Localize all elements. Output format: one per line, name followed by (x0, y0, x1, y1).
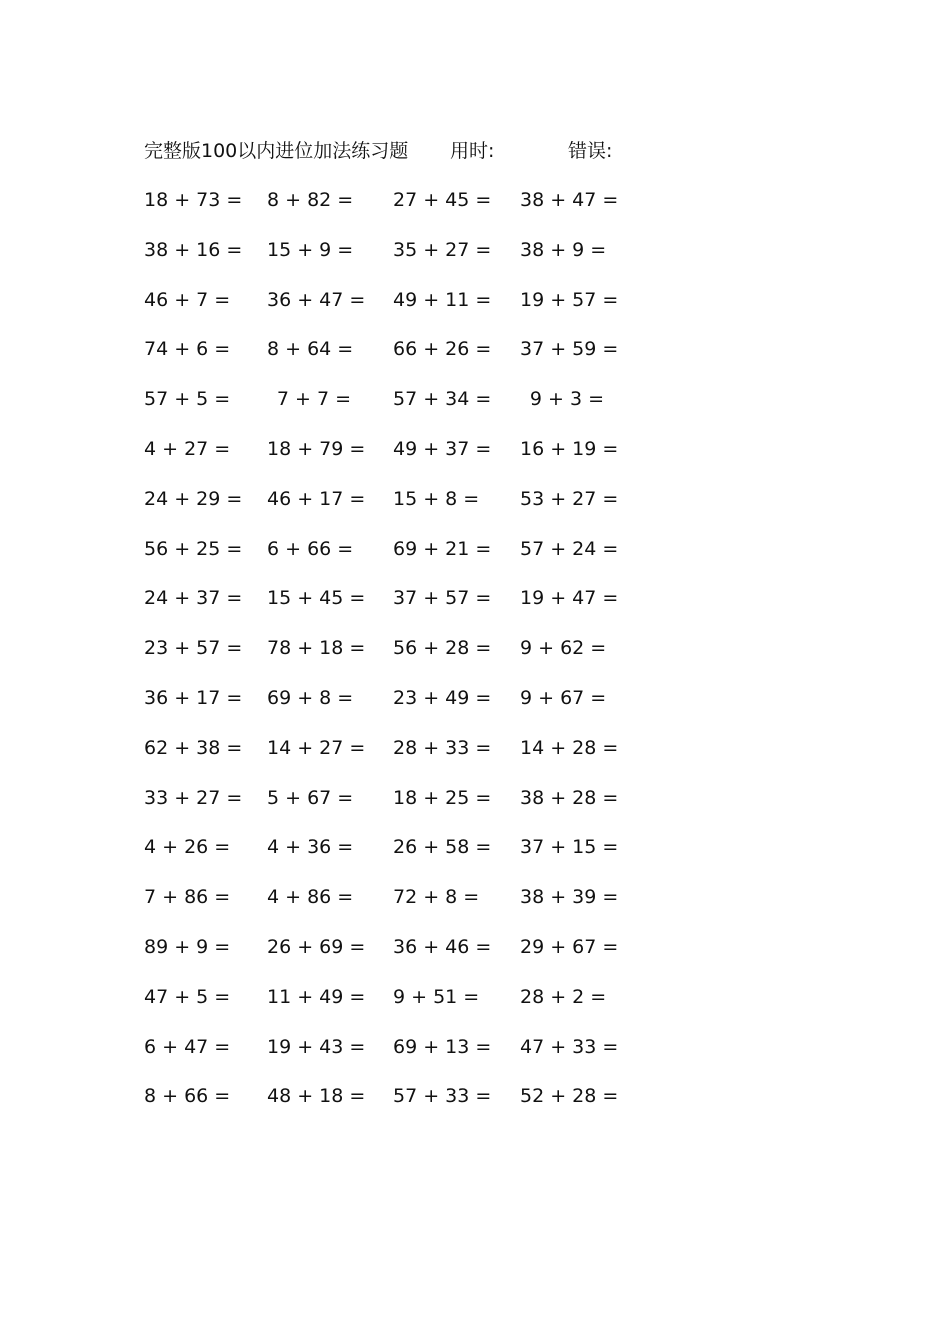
problem-item: 57 + 33 = (393, 1085, 492, 1108)
problem-item: 38 + 28 = (520, 786, 619, 809)
problem-row (0, 781, 950, 831)
problem-row (0, 681, 950, 731)
problem-item: 5 + 67 = (267, 786, 354, 809)
problem-item: 24 + 37 = (144, 587, 243, 610)
problem-row (0, 930, 950, 980)
problem-item: 36 + 46 = (393, 935, 492, 958)
problem-item: 46 + 7 = (144, 288, 231, 311)
problem-item: 27 + 45 = (393, 189, 492, 211)
problem-item: 8 + 64 = (267, 338, 354, 361)
problem-item: 11 + 49 = (267, 985, 366, 1008)
problem-row (0, 980, 950, 1030)
problem-item: 9 + 62 = (520, 637, 607, 660)
problem-item: 53 + 27 = (520, 487, 619, 510)
problem-item: 49 + 11 = (393, 288, 492, 311)
problem-item: 8 + 82 = (267, 189, 354, 211)
problem-item: 57 + 34 = (393, 388, 492, 411)
problem-row (0, 830, 950, 880)
problem-row (0, 382, 950, 432)
error-label: 错误: (568, 140, 613, 162)
problem-item: 4 + 86 = (267, 886, 354, 909)
problem-item: 26 + 69 = (267, 935, 366, 958)
problem-row (0, 1030, 950, 1080)
problem-item: 14 + 28 = (520, 736, 619, 759)
problem-item: 9 + 3 = (529, 388, 604, 411)
problem-row (0, 1079, 950, 1129)
problem-item: 46 + 17 = (267, 487, 366, 510)
problem-item: 57 + 5 = (144, 388, 231, 411)
problem-item: 7 + 86 = (144, 886, 231, 909)
problem-item: 38 + 47 = (520, 189, 619, 211)
problem-item: 78 + 18 = (267, 637, 366, 660)
time-label: 用时: (450, 140, 495, 162)
problem-item: 28 + 33 = (393, 736, 492, 759)
problem-item: 23 + 57 = (144, 637, 243, 660)
problem-item: 62 + 38 = (144, 736, 243, 759)
problem-item: 35 + 27 = (393, 238, 492, 261)
problem-item: 15 + 45 = (267, 587, 366, 610)
problem-item: 38 + 16 = (144, 238, 243, 261)
problem-item: 57 + 24 = (520, 537, 619, 560)
problem-item: 33 + 27 = (144, 786, 243, 809)
problem-grid (0, 183, 950, 1129)
problem-row (0, 183, 950, 233)
problem-item: 74 + 6 = (144, 338, 231, 361)
problem-item: 36 + 17 = (144, 686, 243, 709)
problem-item: 56 + 28 = (393, 637, 492, 660)
problem-row (0, 482, 950, 532)
problem-item: 66 + 26 = (393, 338, 492, 361)
problem-item: 23 + 49 = (393, 686, 492, 709)
problem-item: 4 + 27 = (144, 437, 231, 460)
problem-item: 19 + 57 = (520, 288, 619, 311)
problem-row (0, 532, 950, 582)
worksheet-title: 完整版100以内进位加法练习题 (144, 140, 409, 162)
problem-item: 52 + 28 = (520, 1085, 619, 1108)
problem-item: 4 + 36 = (267, 836, 354, 859)
problem-item: 38 + 39 = (520, 886, 619, 909)
problem-row (0, 631, 950, 681)
problem-item: 15 + 9 = (267, 238, 354, 261)
problem-item: 4 + 26 = (144, 836, 231, 859)
problem-item: 49 + 37 = (393, 437, 492, 460)
problem-row (0, 880, 950, 930)
problem-item: 14 + 27 = (267, 736, 366, 759)
problem-item: 8 + 66 = (144, 1085, 231, 1108)
problem-item: 36 + 47 = (267, 288, 366, 311)
problem-item: 16 + 19 = (520, 437, 619, 460)
problem-item: 24 + 29 = (144, 487, 243, 510)
problem-row (0, 233, 950, 283)
problem-item: 18 + 79 = (267, 437, 366, 460)
problem-item: 47 + 33 = (520, 1035, 619, 1058)
problem-item: 37 + 15 = (520, 836, 619, 859)
problem-item: 6 + 66 = (267, 537, 354, 560)
problem-item: 29 + 67 = (520, 935, 619, 958)
problem-item: 37 + 59 = (520, 338, 619, 361)
problem-item: 15 + 8 = (393, 487, 480, 510)
problem-item: 69 + 21 = (393, 537, 492, 560)
problem-item: 18 + 25 = (393, 786, 492, 809)
problem-item: 19 + 47 = (520, 587, 619, 610)
problem-item: 6 + 47 = (144, 1035, 231, 1058)
problem-item: 19 + 43 = (267, 1035, 366, 1058)
problem-row (0, 283, 950, 333)
problem-item: 69 + 8 = (267, 686, 354, 709)
problem-item: 56 + 25 = (144, 537, 243, 560)
problem-item: 7 + 7 = (276, 388, 351, 411)
problem-item: 38 + 9 = (520, 238, 607, 261)
problem-row (0, 432, 950, 482)
problem-item: 47 + 5 = (144, 985, 231, 1008)
problem-item: 69 + 13 = (393, 1035, 492, 1058)
problem-item: 28 + 2 = (520, 985, 607, 1008)
problem-item: 9 + 51 = (393, 985, 480, 1008)
problem-row (0, 581, 950, 631)
problem-item: 18 + 73 = (144, 189, 243, 211)
problem-item: 9 + 67 = (520, 686, 607, 709)
problem-item: 37 + 57 = (393, 587, 492, 610)
problem-item: 26 + 58 = (393, 836, 492, 859)
worksheet-header (0, 136, 950, 166)
problem-row (0, 332, 950, 382)
problem-item: 48 + 18 = (267, 1085, 366, 1108)
problem-row (0, 731, 950, 781)
problem-item: 72 + 8 = (393, 886, 480, 909)
problem-item: 89 + 9 = (144, 935, 231, 958)
